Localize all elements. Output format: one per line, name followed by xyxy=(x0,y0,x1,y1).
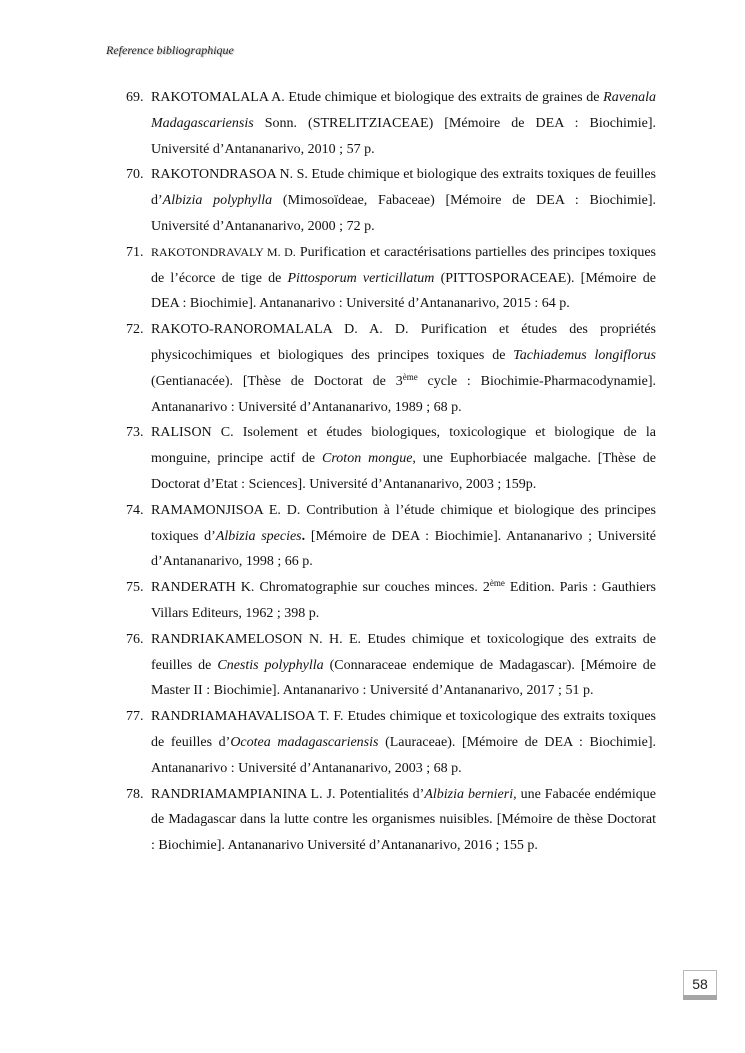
reference-item xyxy=(126,85,656,162)
reference-list xyxy=(126,85,656,859)
reference-author: RALISON C. xyxy=(151,425,234,441)
reference-author: RAMAMONJISOA E. D. xyxy=(151,502,301,518)
species-name: Cnestis polyphylla xyxy=(217,657,324,673)
species-name: Albizia polyphylla xyxy=(162,193,273,209)
reference-number: 76. xyxy=(126,631,144,647)
species-name: Albizia bernieri, xyxy=(424,786,517,802)
reference-author: RANDRIAKAMELOSON N. H. E. xyxy=(151,631,362,647)
reference-item xyxy=(126,627,656,704)
reference-author: RAKOTONDRASOA N. S. xyxy=(151,167,308,183)
page-number: 58 xyxy=(683,970,717,1000)
reference-author: RAKOTONDRAVALY M. D. xyxy=(151,244,296,259)
reference-item xyxy=(126,240,656,317)
reference-item xyxy=(126,317,656,420)
reference-text: RAKOTONDRASOA N. S. Etude chimique et biologique des extraits toxiques de feuilles d’Albizia polyphylla (Mimosoïdeae, Fabaceae) [Mémoire de DEA : Biochimie]. Université d’Antananarivo, 2000 ; 72 p. xyxy=(151,167,657,234)
superscript: ème xyxy=(402,371,418,382)
reference-number: 77. xyxy=(126,709,144,725)
species-name: Tachiademus longiflorus xyxy=(513,347,656,363)
reference-text: RAMAMONJISOA E. D. Contribution à l’étude chimique et biologique des principes toxiques d’Albizia species. [Mémoire de DEA : Biochimie]. Antananarivo ; Université d’Antananarivo, 1998 ; 66 p. xyxy=(151,502,656,570)
species-name: Albizia species xyxy=(215,528,302,544)
reference-text: RANDERATH K. Chromatographie sur couches minces. 2ème Edition. Paris : Gauthiers Villars Editeurs, 1962 ; 398 p. xyxy=(151,578,657,621)
reference-item xyxy=(126,782,656,859)
reference-author: RAKOTOMALALA A. xyxy=(151,90,285,105)
species-name: Ocotea madagascariensis xyxy=(230,734,379,750)
reference-number: 73. xyxy=(126,425,144,441)
reference-item xyxy=(126,704,656,781)
reference-author: RANDERATH K. xyxy=(151,580,255,596)
reference-item xyxy=(126,420,656,497)
reference-number: 71. xyxy=(126,244,144,260)
reference-item xyxy=(126,498,656,575)
reference-author: RANDRIAMAHAVALISOA T. F. xyxy=(151,709,344,725)
species-name: Pittosporum verticillatum xyxy=(287,270,435,286)
species-name: Ravenala Madagascariensis xyxy=(151,90,657,131)
reference-author: RANDRIAMAMPIANINA L. J. xyxy=(151,786,336,802)
reference-text: RAKOTONDRAVALY M. D. Purification et caractérisations partielles des principes toxiques de l’écorce de tige de Pittosporum verticillatum (PITTOSPORACEAE). [Mémoire de DEA : Biochimie]. Antananarivo : Université d’Antananarivo, 2015 : 64 p. xyxy=(151,244,656,312)
species-name: Croton mongue xyxy=(322,451,413,467)
reference-text: RAKOTOMALALA A. Etude chimique et biologique des extraits de graines de Ravenala Madagascariensis Sonn. (STRELITZIACEAE) [Mémoire de DEA : Biochimie]. Université d’Antananarivo, 2010 ; 57 p. xyxy=(151,90,657,157)
reference-text: RALISON C. Isolement et études biologiques, toxicologique et biologique de la monguine, principe actif de Croton mongue, une Euphorbiacée malgache. [Thèse de Doctorat d’Etat : Sciences]. Université d’Antananarivo, 2003 ; 159p. xyxy=(151,425,656,492)
reference-item xyxy=(126,575,656,627)
reference-text: RANDRIAMAHAVALISOA T. F. Etudes chimique et toxicologique des extraits toxiques de feuilles d’Ocotea madagascariensis (Lauraceae). [Mémoire de DEA : Biochimie]. Antananarivo : Université d’Antananarivo, 2003 ; 68 p. xyxy=(151,709,657,776)
reference-text: RANDRIAKAMELOSON N. H. E. Etudes chimique et toxicologique des extraits de feuilles de Cnestis polyphylla (Connaraceae endemique de Madagascar). [Mémoire de Master II : Biochimie]. Antananarivo : Université d’Antananarivo, 2017 ; 51 p. xyxy=(151,631,657,699)
reference-author: RAKOTO-RANOROMALALA D. A. D. xyxy=(151,322,409,338)
page-number-bar xyxy=(683,995,717,1000)
reference-number: 69. xyxy=(126,90,144,105)
reference-item xyxy=(126,162,656,239)
reference-text: RANDRIAMAMPIANINA L. J. Potentialités d’Albizia bernieri, une Fabacée endémique de Madagascar dans la lutte contre les organismes nuisibles. [Mémoire de thèse Doctorat : Biochimie]. Antananarivo Université d’Antananarivo, 2016 ; 155 p. xyxy=(151,786,656,854)
reference-text: RAKOTO-RANOROMALALA D. A. D. Purification et études des propriétés physicochimiques et biologiques des principes toxiques de Tachiademus longiflorus (Gentianacée). [Thèse de Doctorat de 3ème cycle : Biochimie-Pharmacodynamie]. Antananarivo : Université d’Antananarivo, 1989 ; 68 p. xyxy=(151,322,657,415)
running-header: Reference bibliographique xyxy=(106,43,234,57)
reference-number: 75. xyxy=(126,580,144,596)
reference-number: 70. xyxy=(126,167,144,183)
superscript: ème xyxy=(489,578,505,589)
reference-number: 74. xyxy=(126,502,144,518)
reference-number: 78. xyxy=(126,786,144,802)
reference-number: 72. xyxy=(126,322,144,338)
